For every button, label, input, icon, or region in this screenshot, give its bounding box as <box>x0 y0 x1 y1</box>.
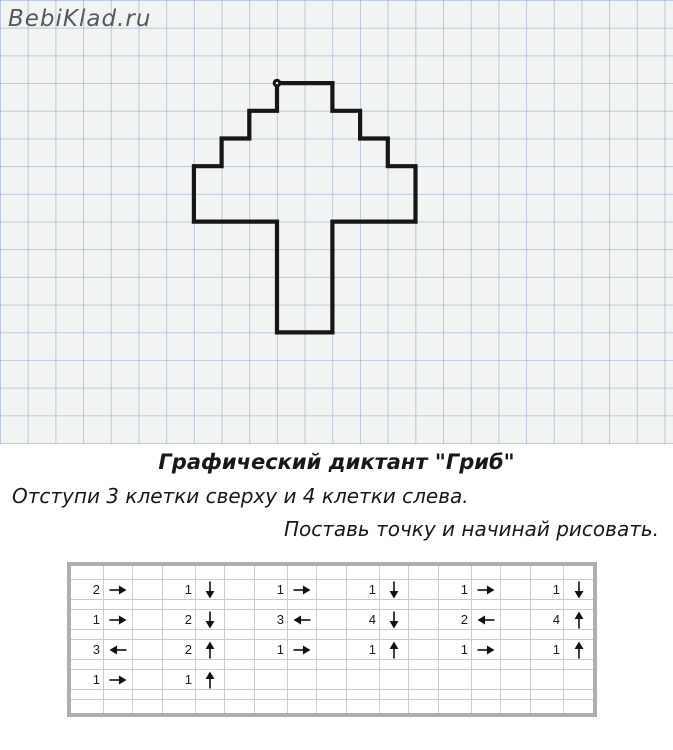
table-cell <box>439 670 472 690</box>
table-cell <box>288 700 317 713</box>
arrow-up-icon <box>204 641 216 659</box>
table-cell <box>409 690 439 700</box>
table-cell <box>288 566 317 580</box>
table-cell <box>501 566 531 580</box>
table-cell <box>225 690 255 700</box>
arrow-up-icon <box>388 641 400 659</box>
table-cell <box>104 566 133 580</box>
step-count: 1 <box>71 610 104 630</box>
table-cell <box>347 660 380 670</box>
step-arrow <box>196 580 225 600</box>
table-cell <box>472 566 501 580</box>
table-cell <box>133 700 163 713</box>
arrow-down-icon <box>204 611 216 629</box>
table-cell <box>531 600 564 610</box>
step-count: 1 <box>255 640 288 660</box>
step-count: 1 <box>347 640 380 660</box>
table-cell <box>163 630 196 640</box>
step-arrow <box>196 640 225 660</box>
table-cell <box>564 600 593 610</box>
table-cell <box>71 660 104 670</box>
step-arrow <box>380 610 409 630</box>
table-cell <box>347 566 380 580</box>
table-cell <box>104 690 133 700</box>
table-cell <box>163 600 196 610</box>
arrow-down-icon <box>388 581 400 599</box>
step-arrow <box>288 610 317 630</box>
step-count: 1 <box>71 670 104 690</box>
arrow-right-icon <box>477 584 495 596</box>
arrow-up-icon <box>204 671 216 689</box>
table-cell <box>501 600 531 610</box>
table-cell <box>104 600 133 610</box>
steps-table <box>67 562 597 717</box>
arrow-right-icon <box>109 674 127 686</box>
table-cell <box>380 690 409 700</box>
table-cell <box>472 700 501 713</box>
instruction-line-1: Отступи 3 клетки сверху и 4 клетки слева. <box>12 484 469 508</box>
table-cell <box>133 640 163 660</box>
step-count: 2 <box>163 640 196 660</box>
table-cell <box>71 690 104 700</box>
table-cell <box>104 700 133 713</box>
table-cell <box>225 610 255 630</box>
arrow-right-icon <box>293 584 311 596</box>
table-cell <box>71 700 104 713</box>
table-cell <box>531 630 564 640</box>
table-cell <box>501 700 531 713</box>
step-count: 3 <box>71 640 104 660</box>
step-count: 2 <box>71 580 104 600</box>
table-cell <box>317 630 347 640</box>
table-cell <box>564 660 593 670</box>
table-cell <box>255 700 288 713</box>
table-cell <box>225 700 255 713</box>
table-cell <box>288 690 317 700</box>
arrow-right-icon <box>109 614 127 626</box>
table-cell <box>133 660 163 670</box>
table-cell <box>163 660 196 670</box>
table-cell <box>255 690 288 700</box>
step-count: 3 <box>255 610 288 630</box>
step-arrow <box>380 580 409 600</box>
table-cell <box>564 670 593 690</box>
table-cell <box>409 610 439 630</box>
mushroom-path <box>194 83 416 332</box>
table-cell <box>439 700 472 713</box>
step-count: 1 <box>255 580 288 600</box>
table-cell <box>133 690 163 700</box>
step-arrow <box>104 610 133 630</box>
table-cell <box>71 566 104 580</box>
step-count: 1 <box>163 670 196 690</box>
table-cell <box>439 630 472 640</box>
arrow-left-icon <box>109 644 127 656</box>
table-cell <box>409 630 439 640</box>
step-count: 1 <box>439 580 472 600</box>
table-cell <box>288 630 317 640</box>
table-cell <box>133 670 163 690</box>
arrow-up-icon <box>573 641 585 659</box>
arrow-right-icon <box>293 644 311 656</box>
step-count: 1 <box>439 640 472 660</box>
table-cell <box>225 640 255 660</box>
step-arrow <box>288 580 317 600</box>
step-count: 1 <box>531 580 564 600</box>
table-cell <box>531 660 564 670</box>
table-cell <box>409 566 439 580</box>
table-cell <box>196 630 225 640</box>
table-cell <box>196 700 225 713</box>
table-cell <box>564 566 593 580</box>
table-cell <box>255 670 288 690</box>
table-cell <box>347 700 380 713</box>
table-cell <box>288 670 317 690</box>
table-cell <box>501 690 531 700</box>
table-cell <box>255 600 288 610</box>
table-cell <box>409 600 439 610</box>
table-cell <box>564 700 593 713</box>
table-cell <box>531 700 564 713</box>
table-cell <box>380 700 409 713</box>
arrow-left-icon <box>293 614 311 626</box>
step-arrow <box>380 640 409 660</box>
table-cell <box>317 566 347 580</box>
table-cell <box>71 600 104 610</box>
table-cell <box>380 566 409 580</box>
table-cell <box>472 630 501 640</box>
step-count: 2 <box>439 610 472 630</box>
arrow-down-icon <box>573 581 585 599</box>
table-cell <box>501 670 531 690</box>
table-cell <box>163 566 196 580</box>
table-cell <box>288 660 317 670</box>
table-cell <box>163 700 196 713</box>
table-cell <box>196 566 225 580</box>
step-count: 4 <box>531 610 564 630</box>
table-cell <box>225 670 255 690</box>
arrow-up-icon <box>573 611 585 629</box>
table-cell <box>439 690 472 700</box>
table-cell <box>501 630 531 640</box>
table-cell <box>347 600 380 610</box>
table-cell <box>317 690 347 700</box>
step-arrow <box>288 640 317 660</box>
step-count: 1 <box>163 580 196 600</box>
table-cell <box>104 660 133 670</box>
step-arrow <box>564 580 593 600</box>
table-cell <box>133 610 163 630</box>
step-count: 2 <box>163 610 196 630</box>
instruction-line-2: Поставь точку и начинай рисовать. <box>283 517 659 541</box>
step-arrow <box>196 670 225 690</box>
step-arrow <box>564 610 593 630</box>
table-cell <box>472 670 501 690</box>
table-cell <box>133 600 163 610</box>
table-cell <box>501 610 531 630</box>
table-cell <box>380 670 409 690</box>
table-cell <box>380 600 409 610</box>
table-cell <box>439 600 472 610</box>
table-cell <box>163 690 196 700</box>
table-cell <box>255 630 288 640</box>
table-cell <box>317 580 347 600</box>
step-arrow <box>564 640 593 660</box>
table-cell <box>472 600 501 610</box>
table-cell <box>347 690 380 700</box>
table-cell <box>317 600 347 610</box>
arrow-right-icon <box>109 584 127 596</box>
table-cell <box>409 670 439 690</box>
start-dot-center <box>276 82 278 84</box>
page-title: Графический диктант "Гриб" <box>158 450 515 474</box>
table-cell <box>71 630 104 640</box>
step-arrow <box>104 580 133 600</box>
table-cell <box>225 566 255 580</box>
table-cell <box>196 690 225 700</box>
table-cell <box>133 580 163 600</box>
table-cell <box>225 580 255 600</box>
table-cell <box>439 660 472 670</box>
step-arrow <box>104 640 133 660</box>
table-cell <box>564 630 593 640</box>
table-cell <box>225 600 255 610</box>
table-cell <box>255 566 288 580</box>
step-count: 1 <box>531 640 564 660</box>
table-cell <box>409 660 439 670</box>
arrow-down-icon <box>388 611 400 629</box>
table-cell <box>317 700 347 713</box>
table-cell <box>196 660 225 670</box>
step-arrow <box>472 640 501 660</box>
table-cell <box>531 566 564 580</box>
table-cell <box>133 630 163 640</box>
table-cell <box>317 660 347 670</box>
table-cell <box>347 630 380 640</box>
table-cell <box>255 660 288 670</box>
table-cell <box>288 600 317 610</box>
table-cell <box>531 670 564 690</box>
arrow-right-icon <box>477 644 495 656</box>
table-cell <box>501 640 531 660</box>
table-cell <box>225 630 255 640</box>
step-arrow <box>472 610 501 630</box>
table-cell <box>501 580 531 600</box>
table-cell <box>409 700 439 713</box>
arrow-down-icon <box>204 581 216 599</box>
table-cell <box>409 640 439 660</box>
step-count: 4 <box>347 610 380 630</box>
table-cell <box>317 640 347 660</box>
table-cell <box>472 660 501 670</box>
table-cell <box>196 600 225 610</box>
table-cell <box>409 580 439 600</box>
table-cell <box>531 690 564 700</box>
table-cell <box>501 660 531 670</box>
table-cell <box>472 690 501 700</box>
table-cell <box>380 660 409 670</box>
step-count: 1 <box>347 580 380 600</box>
table-cell <box>439 566 472 580</box>
table-cell <box>317 610 347 630</box>
step-arrow <box>472 580 501 600</box>
table-cell <box>133 566 163 580</box>
table-cell <box>564 690 593 700</box>
watermark: BebiKlad.ru <box>8 6 152 32</box>
step-arrow <box>196 610 225 630</box>
table-cell <box>225 660 255 670</box>
table-cell <box>317 670 347 690</box>
arrow-left-icon <box>477 614 495 626</box>
step-arrow <box>104 670 133 690</box>
table-cell <box>347 670 380 690</box>
table-cell <box>104 630 133 640</box>
table-cell <box>380 630 409 640</box>
